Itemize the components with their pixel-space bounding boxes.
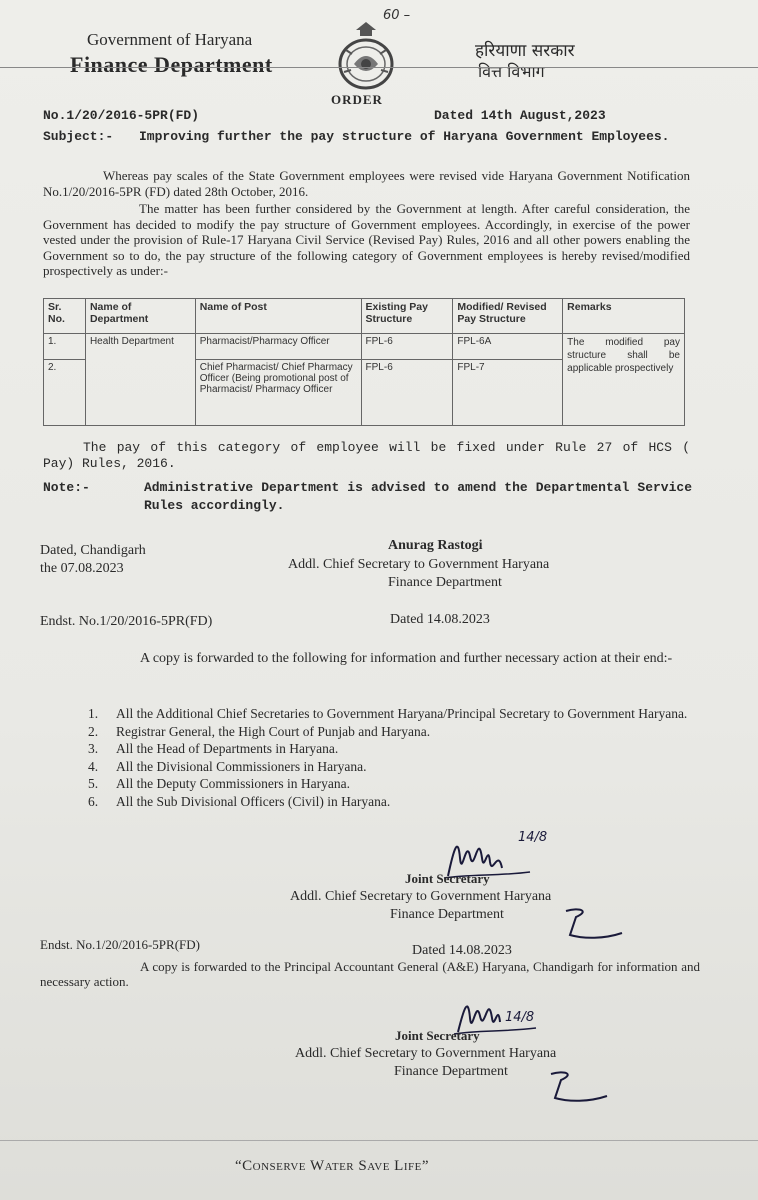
department-name-hi: वित्त विभाग: [478, 62, 545, 81]
initials-1: [560, 905, 630, 945]
footer-divider: [0, 1140, 758, 1141]
endorsement2-number: Endst. No.1/20/2016-5PR(FD): [40, 937, 200, 952]
joint-secretary-department-2: Finance Department: [394, 1064, 508, 1079]
table-header-row: [44, 299, 685, 334]
issue-date: the 07.08.2023: [40, 561, 124, 576]
table-header: Sr. No.: [44, 299, 86, 334]
table-cell: FPL-6A: [453, 334, 563, 360]
table-header: Name of Department: [85, 299, 195, 334]
table-cell-remarks: The modified pay structure shall be applicable prospectively: [563, 334, 685, 426]
table-cell: FPL-6: [361, 334, 453, 360]
list-item: 1. All the Additional Chief Secretaries to Government Haryana/Principal Secretary to Government Haryana.: [88, 706, 688, 721]
joint-secretary-for: Addl. Chief Secretary to Government Haryana: [290, 889, 552, 904]
paragraph-1: Whereas pay scales of the State Government employees were revised vide Haryana Government Notification No.1/20/2016-5PR (FD) dated 28th October, 2016.: [43, 168, 690, 199]
signatory-name: Anurag Rastogi: [388, 538, 483, 553]
list-item: 2. Registrar General, the High Court of Punjab and Haryana.: [88, 723, 431, 739]
recipient-list: [88, 705, 708, 810]
table-cell: Chief Pharmacist/ Chief Pharmacy Officer (Being promotional post of Pharmacist/ Pharmacy Officer: [195, 360, 361, 426]
state-emblem-icon: [332, 20, 400, 92]
endorsement-number: Endst. No.1/20/2016-5PR(FD): [40, 614, 213, 629]
subject-label: Subject:-: [43, 129, 114, 144]
subject-text: Improving further the pay structure of Haryana Government Employees.: [139, 129, 670, 144]
list-item: 5. All the Deputy Commissioners in Haryana.: [88, 776, 350, 791]
table-cell: Health Department: [85, 334, 195, 426]
list-item: 4. All the Divisional Commissioners in Haryana.: [88, 758, 367, 774]
table-header: Remarks: [563, 299, 685, 334]
header-divider: [0, 67, 758, 68]
joint-secretary-for-2: Addl. Chief Secretary to Government Haryana: [295, 1046, 557, 1061]
table-header: Existing Pay Structure: [361, 299, 453, 334]
joint-secretary-department: Finance Department: [390, 907, 504, 922]
endorsement-date: Dated 14.08.2023: [390, 612, 490, 627]
paragraph-3: The pay of this category of employee will be fixed under Rule 27 of HCS ( Pay) Rules, 2016.: [43, 440, 690, 471]
issue-place: Dated, Chandigarh: [40, 543, 146, 558]
pay-structure-table: [43, 298, 685, 426]
list-item: 3. All the Head of Departments in Haryana.: [88, 741, 339, 756]
paragraph-2: The matter has been further considered by the Government at length. After careful consideration, the Government has decided to modify the pay structure of Government employees. Accordingly, in exercise of the power vested under the provision of Rule-17 Haryana Civil Service (Revised Pay) Rules, 2016 and all other powers enabling the Government so to do, the pay structure of the following category of Government employees is hereby revised/modified prospectively as under:-: [43, 201, 690, 278]
note-label: Note:-: [43, 480, 90, 495]
table-cell: FPL-7: [453, 360, 563, 426]
signatory-department: Finance Department: [388, 575, 502, 590]
endorsement2-date: Dated 14.08.2023: [412, 943, 512, 958]
list-item: 6. All the Sub Divisional Officers (Civil) in Haryana.: [88, 793, 391, 809]
table-cell: 1.: [44, 334, 86, 360]
order-number: No.1/20/2016-5PR(FD): [43, 108, 200, 123]
table-header: Modified/ Revised Pay Structure: [453, 299, 563, 334]
table-header: Name of Post: [195, 299, 361, 334]
footer-slogan: “Conserve Water Save Life”: [235, 1158, 429, 1174]
endorsement-intro: A copy is forwarded to the following for information and further necessary action at their end:-: [140, 651, 673, 666]
order-heading: ORDER: [331, 92, 383, 107]
initials-2: [545, 1068, 615, 1108]
signature-date-2: 14/8: [505, 1010, 535, 1025]
department-name-en: Finance Department: [70, 52, 273, 77]
page-number-mark: 60 –: [383, 8, 411, 23]
signature-date-1: 14/8: [518, 830, 548, 845]
table-cell: Pharmacist/Pharmacy Officer: [195, 334, 361, 360]
government-name-hi: हरियाणा सरकार: [475, 41, 575, 61]
government-name-en: Government of Haryana: [87, 30, 253, 49]
table-cell: 2.: [44, 360, 86, 426]
table-row: [44, 334, 685, 360]
endorsement2-text: A copy is forwarded to the Principal Accountant General (A&E) Haryana, Chandigarh for information and necessary action.: [40, 959, 700, 989]
signatory-designation: Addl. Chief Secretary to Government Haryana: [288, 557, 550, 572]
table-cell: FPL-6: [361, 360, 453, 426]
joint-secretary-title-2: Joint Secretary: [395, 1028, 480, 1043]
note-text: Administrative Department is advised to amend the Departmental Service Rules accordingly.: [144, 480, 692, 513]
joint-secretary-title: Joint Secretary: [405, 871, 490, 886]
order-date: Dated 14th August,2023: [434, 108, 606, 123]
